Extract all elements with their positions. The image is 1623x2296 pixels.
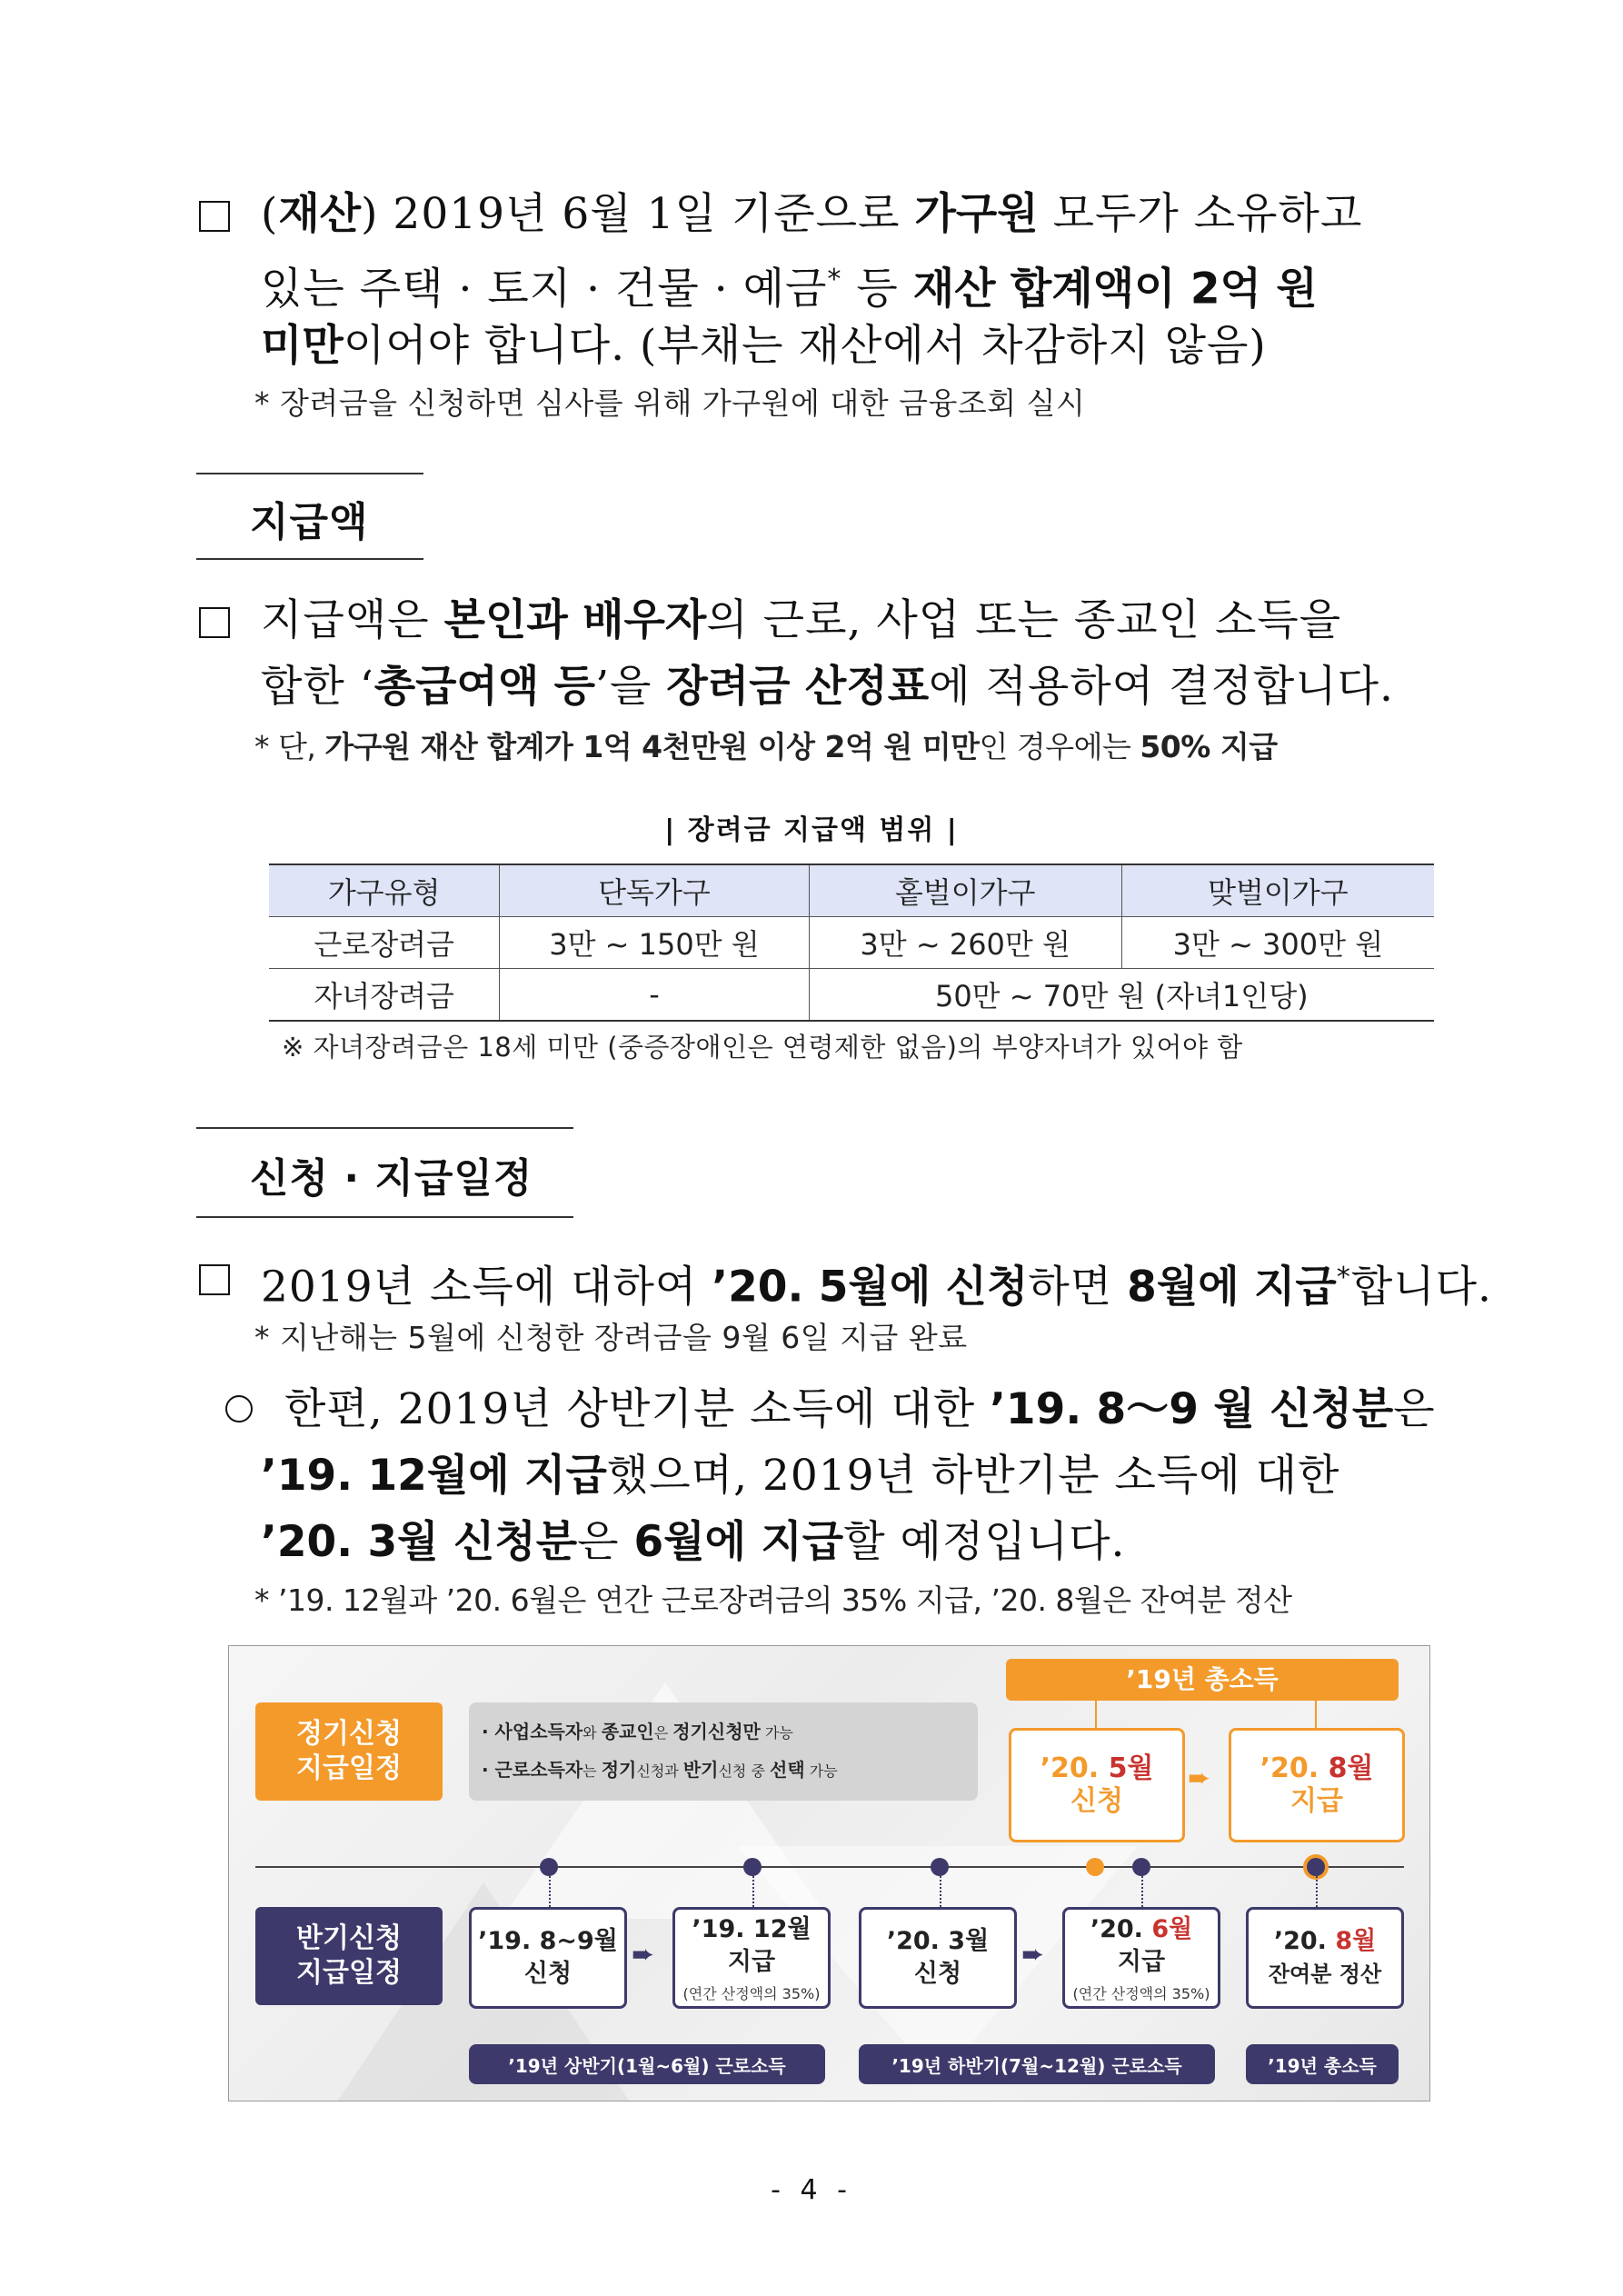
label-regular-schedule bbox=[255, 1702, 443, 1801]
info-line: · 사업소득자와 종교인은 정기신청만 가능 bbox=[482, 1721, 793, 1742]
connector-line bbox=[940, 1876, 941, 1907]
timeline-dot bbox=[743, 1858, 762, 1876]
para-property-line3: 미만이어야 합니다. (부채는 재산에서 차감하지 않음) bbox=[261, 321, 1267, 371]
connector-line bbox=[752, 1876, 754, 1907]
top-bar-total-income: ’19년 총소득 bbox=[1006, 1659, 1399, 1701]
table-cell: 50만 ~ 70만 원 (자녀1인당) bbox=[809, 969, 1434, 1022]
label-text: 정기신청 bbox=[296, 1718, 402, 1750]
note-amount: * 단, 가구원 재산 합계가 1억 4천만원 이상 2억 원 미만인 경우에는 50% 지급 bbox=[254, 729, 1278, 764]
section-title-schedule: 신청 · 지급일정 bbox=[250, 1155, 533, 1202]
timeline-dot bbox=[540, 1858, 558, 1876]
connector-line bbox=[1316, 1876, 1318, 1907]
timeline-dot bbox=[1307, 1858, 1325, 1876]
amount-table bbox=[269, 863, 1434, 1022]
table-cell: 자녀장려금 bbox=[269, 969, 500, 1022]
box-action: 잔여분 정산 bbox=[1268, 1962, 1382, 1987]
schedule-diagram bbox=[228, 1645, 1430, 2101]
arrow-right-icon: ➨ bbox=[1021, 1939, 1045, 1971]
box-date: ’20. 5월 bbox=[1040, 1752, 1154, 1784]
note-half: * ’19. 12월과 ’20. 6월은 연간 근로장려금의 35% 지급, ’20. 8월은 잔여분 정산 bbox=[254, 1582, 1292, 1618]
section-rule-bottom bbox=[196, 1216, 573, 1218]
table-header-row bbox=[269, 864, 1434, 917]
timeline-line bbox=[255, 1866, 1404, 1868]
box-action: 지급 bbox=[1290, 1785, 1343, 1817]
timeline-dot bbox=[1132, 1858, 1150, 1876]
table-header: 가구유형 bbox=[269, 864, 500, 917]
pill-first-half-income: ’19년 상반기(1월~6월) 근로소득 bbox=[469, 2044, 825, 2084]
box-date: ’19. 12월 bbox=[692, 1914, 812, 1943]
connector-line bbox=[1095, 1701, 1097, 1728]
label-half-schedule bbox=[255, 1907, 443, 2005]
timeline-dot bbox=[931, 1858, 949, 1876]
box-date: ’20. 3월 bbox=[886, 1927, 990, 1955]
table-header: 맞벌이가구 bbox=[1121, 864, 1434, 917]
section-rule-top bbox=[196, 473, 423, 474]
box-regular-apply bbox=[1009, 1728, 1185, 1842]
table-cell: 3만 ~ 260만 원 bbox=[809, 917, 1121, 969]
box-action: 신청 bbox=[1070, 1785, 1123, 1817]
para-half-line3: ’20. 3월 신청분은 6월에 지급할 예정입니다. bbox=[261, 1517, 1126, 1567]
para-property-line2: 있는 주택 · 토지 · 건물 · 예금* 등 재산 합계액이 2억 원 bbox=[261, 264, 1318, 314]
arrow-right-icon: ➨ bbox=[632, 1939, 655, 1971]
box-action: 신청 bbox=[913, 1960, 962, 1988]
checkbox-bullet bbox=[199, 1264, 230, 1295]
section-rule-bottom bbox=[196, 558, 423, 560]
connector-line bbox=[549, 1876, 551, 1907]
label-text: 반기신청 bbox=[296, 1922, 402, 1954]
box-regular-pay bbox=[1229, 1728, 1405, 1842]
box-note: (연간 산정액의 35%) bbox=[682, 1984, 821, 2002]
page-number: - 4 - bbox=[771, 2174, 852, 2206]
box-half-pay-2 bbox=[1062, 1907, 1220, 2009]
table-cell: 3만 ~ 300만 원 bbox=[1121, 917, 1434, 969]
box-half-apply-2 bbox=[859, 1907, 1017, 2009]
connector-line bbox=[1141, 1876, 1143, 1907]
para-half-line2: ’19. 12월에 지급했으며, 2019년 하반기분 소득에 대한 bbox=[261, 1451, 1340, 1501]
info-line: · 근로소득자는 정기신청과 반기신청 중 선택 가능 bbox=[482, 1759, 838, 1781]
table-cell: 3만 ~ 150만 원 bbox=[500, 917, 809, 969]
box-action: 지급 bbox=[1117, 1947, 1166, 1976]
checkbox-bullet bbox=[199, 201, 230, 232]
para-schedule-line1: 2019년 소득에 대하여 ’20. 5월에 신청하면 8월에 지급*합니다. bbox=[261, 1262, 1492, 1313]
para-property-line1: (재산) 2019년 6월 1일 기준으로 가구원 모두가 소유하고 bbox=[261, 189, 1363, 239]
table-cell: 근로장려금 bbox=[269, 917, 500, 969]
box-date: ’19. 8~9월 bbox=[478, 1927, 618, 1955]
box-action: 신청 bbox=[523, 1960, 573, 1988]
pill-second-half-income: ’19년 하반기(7월~12월) 근로소득 bbox=[859, 2044, 1215, 2084]
box-half-settle bbox=[1246, 1907, 1404, 2009]
box-date: ’20. 8월 bbox=[1273, 1927, 1377, 1955]
box-half-apply-1 bbox=[469, 1907, 627, 2009]
label-text: 지급일정 bbox=[296, 1957, 402, 1989]
table-header: 홑벌이가구 bbox=[809, 864, 1121, 917]
table-row bbox=[269, 969, 1434, 1022]
connector-line bbox=[1315, 1701, 1317, 1728]
table-cell: - bbox=[500, 969, 809, 1022]
circle-bullet bbox=[225, 1395, 253, 1423]
table-row bbox=[269, 917, 1434, 969]
box-note: (연간 산정액의 35%) bbox=[1072, 1984, 1210, 2002]
label-text: 지급일정 bbox=[296, 1752, 402, 1784]
section-title-amount: 지급액 bbox=[250, 499, 369, 545]
para-amount-line2: 합한 ‘총급여액 등’을 장려금 산정표에 적용하여 결정합니다. bbox=[261, 662, 1394, 712]
checkbox-bullet bbox=[199, 607, 230, 638]
timeline-dot bbox=[1086, 1858, 1104, 1876]
info-box bbox=[469, 1702, 978, 1801]
para-half-line1: 한편, 2019년 상반기분 소득에 대한 ’19. 8～9 월 신청분은 bbox=[284, 1384, 1436, 1434]
box-date: ’20. 6월 bbox=[1090, 1914, 1193, 1943]
table-footnote: ※ 자녀장려금은 18세 미만 (중증장애인은 연령제한 없음)의 부양자녀가 있어야 함 bbox=[282, 1032, 1243, 1063]
table-caption: | 장려금 지급액 범위 | bbox=[664, 814, 959, 846]
box-date: ’20. 8월 bbox=[1260, 1752, 1374, 1784]
table-header: 단독가구 bbox=[500, 864, 809, 917]
note-property: * 장려금을 신청하면 심사를 위해 가구원에 대한 금융조회 실시 bbox=[254, 385, 1086, 421]
para-amount-line1: 지급액은 본인과 배우자의 근로, 사업 또는 종교인 소득을 bbox=[261, 595, 1342, 645]
note-schedule: * 지난해는 5월에 신청한 장려금을 9월 6일 지급 완료 bbox=[254, 1320, 968, 1355]
box-half-pay-1 bbox=[672, 1907, 831, 2009]
box-action: 지급 bbox=[727, 1947, 776, 1976]
pill-total-income: ’19년 총소득 bbox=[1246, 2044, 1399, 2084]
arrow-right-icon: ➨ bbox=[1188, 1762, 1211, 1794]
section-rule-top bbox=[196, 1127, 573, 1129]
